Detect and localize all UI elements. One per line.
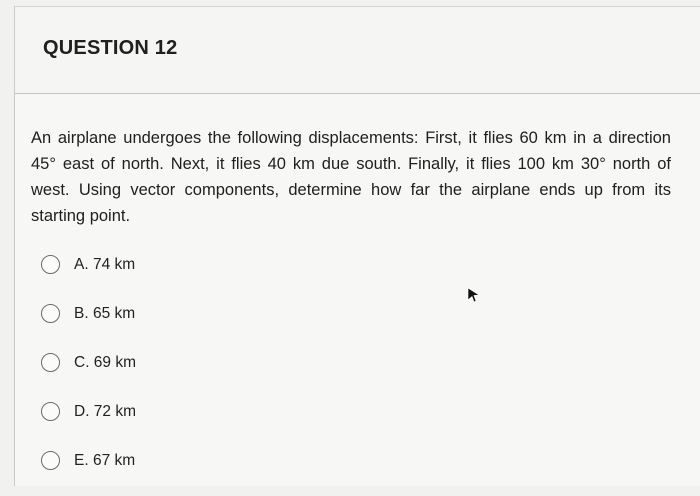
radio-button[interactable] bbox=[41, 304, 60, 323]
answer-options bbox=[41, 251, 136, 496]
option-e[interactable] bbox=[41, 447, 136, 496]
option-label: C. 69 km bbox=[74, 354, 137, 371]
option-c[interactable] bbox=[41, 349, 136, 398]
question-header bbox=[15, 7, 700, 94]
radio-button[interactable] bbox=[41, 451, 60, 470]
radio-button[interactable] bbox=[41, 402, 60, 421]
mouse-pointer-icon bbox=[467, 287, 481, 303]
option-label: E. 67 km bbox=[74, 452, 136, 469]
question-panel bbox=[14, 6, 700, 486]
radio-button[interactable] bbox=[41, 353, 60, 372]
option-b[interactable] bbox=[41, 300, 136, 349]
option-a[interactable] bbox=[41, 251, 136, 300]
option-label: B. 65 km bbox=[74, 305, 136, 322]
option-label: D. 72 km bbox=[74, 403, 137, 420]
question-text: An airplane undergoes the following displacements: First, it flies 60 km in a direction 45° east of north. Next, it flies 40 km due south. Finally, it flies 100 km 30° north of west. Using vector components, determine how far the airplane ends up from its starting point. bbox=[31, 129, 671, 225]
question-title: QUESTION 12 bbox=[43, 37, 178, 59]
option-label: A. 74 km bbox=[74, 256, 136, 273]
radio-button[interactable] bbox=[41, 255, 60, 274]
option-d[interactable] bbox=[41, 398, 136, 447]
